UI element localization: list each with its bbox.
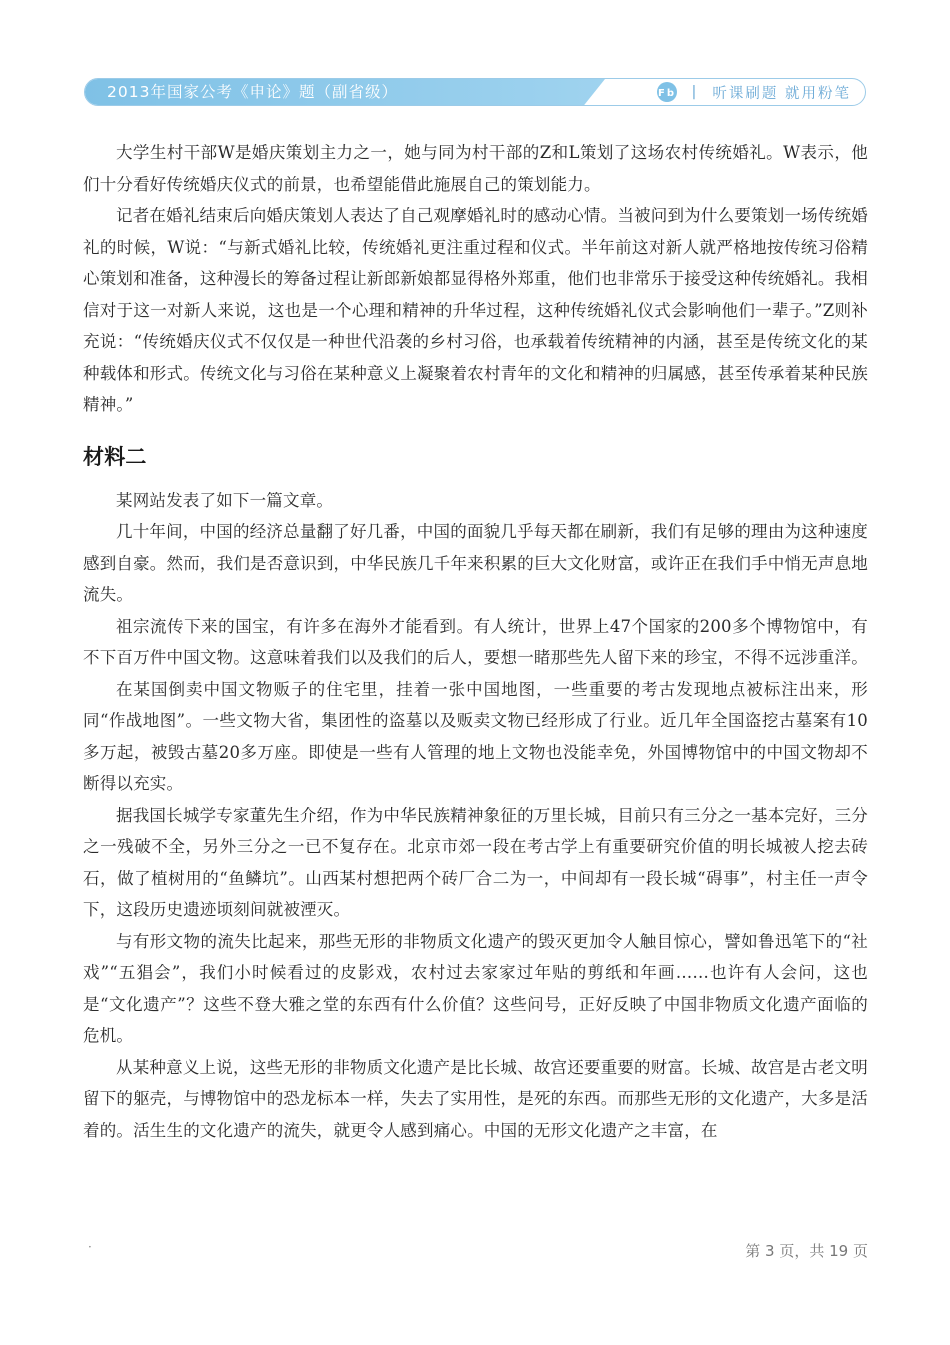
paragraph: 祖宗流传下来的国宝，有许多在海外才能看到。有人统计，世界上47个国家的200多个博物馆中，有不下百万件中国文物。这意味着我们以及我们的后人，要想一睹那些先人留下来的珍宝，不得不远涉重洋。 xyxy=(83,616,868,667)
section-title: 材料二 xyxy=(83,444,147,469)
document-body xyxy=(83,137,868,1146)
paragraph: 据我国长城学专家董先生介绍，作为中华民族精神象征的万里长城，目前只有三分之一基本完好，三分之一残破不全，另外三分之一已不复存在。北京市郊一段在考古学上有重要研究价值的明长城被人挖去砖石，做了植树用的“鱼鳞坑”。山西某村想把两个砖厂合二为一，中间却有一段长城“碍事”，村主任一声令下，这段历史遗迹顷刻间就被湮灭。 xyxy=(83,805,868,919)
footer-dot: · xyxy=(88,1240,92,1254)
page-header xyxy=(84,78,866,106)
paragraph: 记者在婚礼结束后向婚庆策划人表达了自己观摩婚礼时的感动心情。当被问到为什么要策划一场传统婚礼的时候，W说：“与新式婚礼比较，传统婚礼更注重过程和仪式。半年前这对新人就严格地按传统习俗精心策划和准备，这种漫长的筹备过程让新郎新娘都显得格外郑重，他们也非常乐于接受这种传统婚礼。我相信对于这一对新人来说，这也是一个心理和精神的升华过程，这种传统婚礼仪式会影响他们一辈子。”Z则补充说：“传统婚庆仪式不仅仅是一种世代沿袭的乡村习俗，也承载着传统精神的内涵，甚至是传统文化的某种载体和形式。传统文化与习俗在某种意义上凝聚着农村青年的文化和精神的归属感，甚至传承着某种民族精神。” xyxy=(83,206,868,414)
header-title: 2013年国家公考《申论》题（副省级） xyxy=(107,83,398,101)
header-separator: | xyxy=(691,84,699,100)
header-slogan: 听课刷题 就用粉笔 xyxy=(712,85,851,102)
paragraph: 某网站发表了如下一篇文章。 xyxy=(116,490,334,510)
paragraph: 与有形文物的流失比起来，那些无形的非物质文化遗产的毁灭更加令人触目惊心，譬如鲁迅笔下的“社戏”“五猖会”，我们小时候看过的皮影戏，农村过去家家过年贴的剪纸和年画……也许有人会问，这也是“文化遗产”？这些不登大雅之堂的东西有什么价值？这些问号，正好反映了中国非物质文化遗产面临的危机。 xyxy=(83,931,868,1045)
page-number: 第 3 页，共 19 页 xyxy=(745,1242,868,1260)
header-slogan-area xyxy=(656,79,852,105)
fenbi-logo-icon xyxy=(656,81,678,103)
paragraph: 几十年间，中国的经济总量翻了好几番，中国的面貌几乎每天都在刷新，我们有足够的理由为这种速度感到自豪。然而，我们是否意识到，中华民族几千年来积累的巨大文化财富，或许正在我们手中悄无声息地流失。 xyxy=(83,522,868,604)
paragraph: 从某种意义上说，这些无形的非物质文化遗产是比长城、故宫还要重要的财富。长城、故宫是古老文明留下的躯壳，与博物馆中的恐龙标本一样，失去了实用性，是死的东西。而那些无形的文化遗产，大多是活着的。活生生的文化遗产的流失，就更令人感到痛心。中国的无形文化遗产之丰富，在 xyxy=(83,1057,868,1140)
paragraph: 在某国倒卖中国文物贩子的住宅里，挂着一张中国地图，一些重要的考古发现地点被标注出来，形同“作战地图”。一些文物大省，集团性的盗墓以及贩卖文物已经形成了行业。近几年全国盗挖古墓案有10多万起，被毁古墓20多万座。即使是一些有人管理的地上文物也没能幸免，外国博物馆中的中国文物却不断得以充实。 xyxy=(83,679,868,793)
paragraph: 大学生村干部W是婚庆策划主力之一，她与同为村干部的Z和L策划了这场农村传统婚礼。W表示，他们十分看好传统婚庆仪式的前景，也希望能借此施展自己的策划能力。 xyxy=(83,143,868,194)
svg-text:Fb: Fb xyxy=(657,88,676,99)
